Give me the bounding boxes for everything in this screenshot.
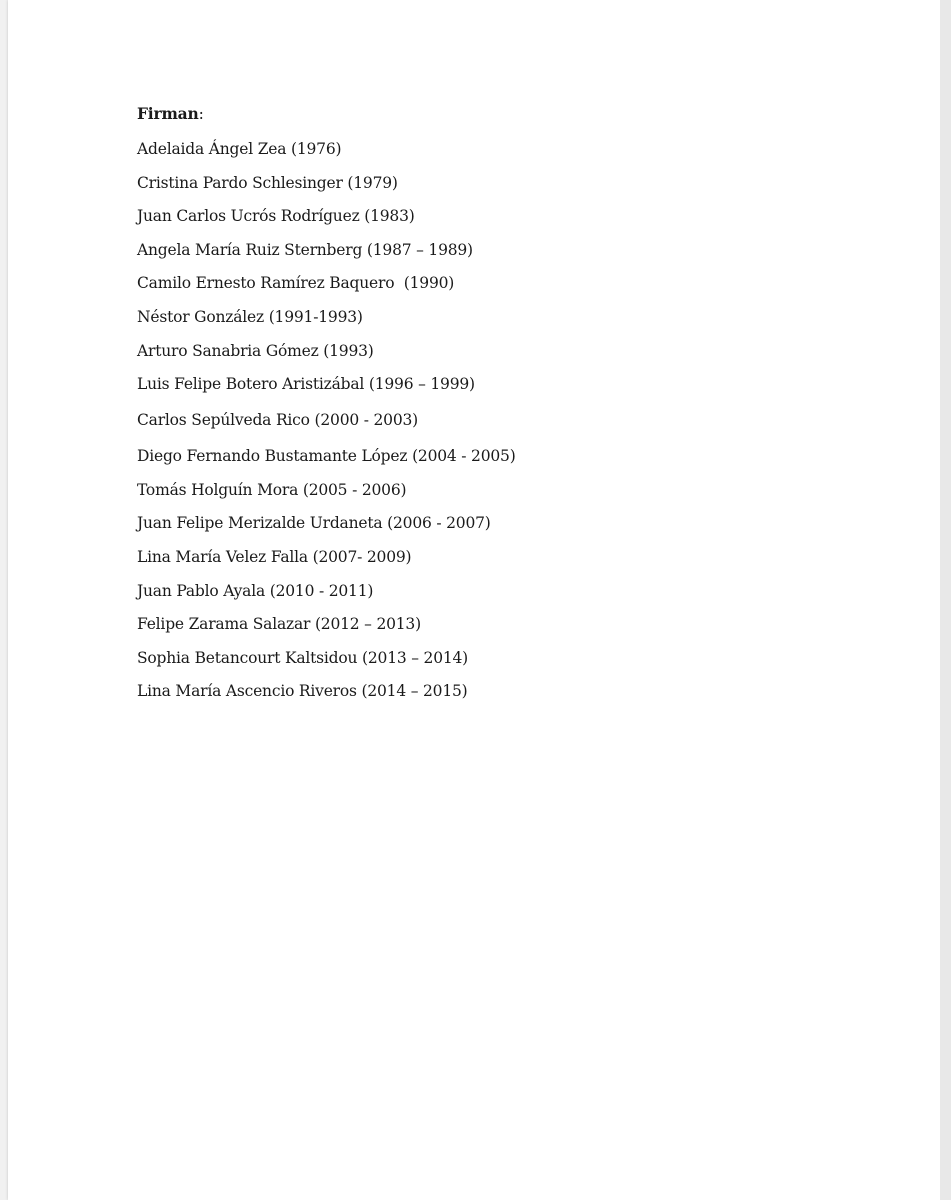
signatory-item: Carlos Sepúlveda Rico (2000 - 2003) [137, 411, 418, 430]
signatory-item: Tomás Holguín Mora (2005 - 2006) [137, 480, 407, 499]
signatory-item: Juan Felipe Merizalde Urdaneta (2006 - 2007) [137, 514, 491, 533]
signatory-item: Luis Felipe Botero Aristizábal (1996 – 1999) [137, 375, 475, 394]
document-page [8, 0, 940, 1200]
signatory-item: Juan Pablo Ayala (2010 - 2011) [137, 581, 374, 600]
signatory-item: Felipe Zarama Salazar (2012 – 2013) [137, 615, 421, 634]
signatory-item: Sophia Betancourt Kaltsidou (2013 – 2014) [137, 648, 469, 667]
signatory-item: Juan Carlos Ucrós Rodríguez (1983) [137, 207, 415, 226]
signatory-item: Néstor González (1991-1993) [137, 307, 363, 326]
signatory-item: Lina María Velez Falla (2007- 2009) [137, 547, 412, 566]
signatory-item: Diego Fernando Bustamante López (2004 - 2005) [137, 447, 516, 466]
signatory-item: Cristina Pardo Schlesinger (1979) [137, 173, 398, 192]
heading-label: Firman [137, 104, 199, 123]
signatories-list [137, 138, 516, 702]
scrollbar[interactable] [940, 0, 951, 1200]
signatory-item: Lina María Ascencio Riveros (2014 – 2015) [137, 682, 468, 701]
signatory-item: Arturo Sanabria Gómez (1993) [137, 341, 374, 360]
signatories-heading [137, 104, 516, 126]
heading-colon: : [198, 105, 204, 123]
signatories-section [137, 104, 516, 714]
signatory-item: Angela María Ruiz Sternberg (1987 – 1989) [137, 240, 473, 259]
signatory-item: Adelaida Ángel Zea (1976) [137, 140, 342, 158]
signatory-item: Camilo Ernesto Ramírez Baquero (1990) [137, 274, 455, 293]
